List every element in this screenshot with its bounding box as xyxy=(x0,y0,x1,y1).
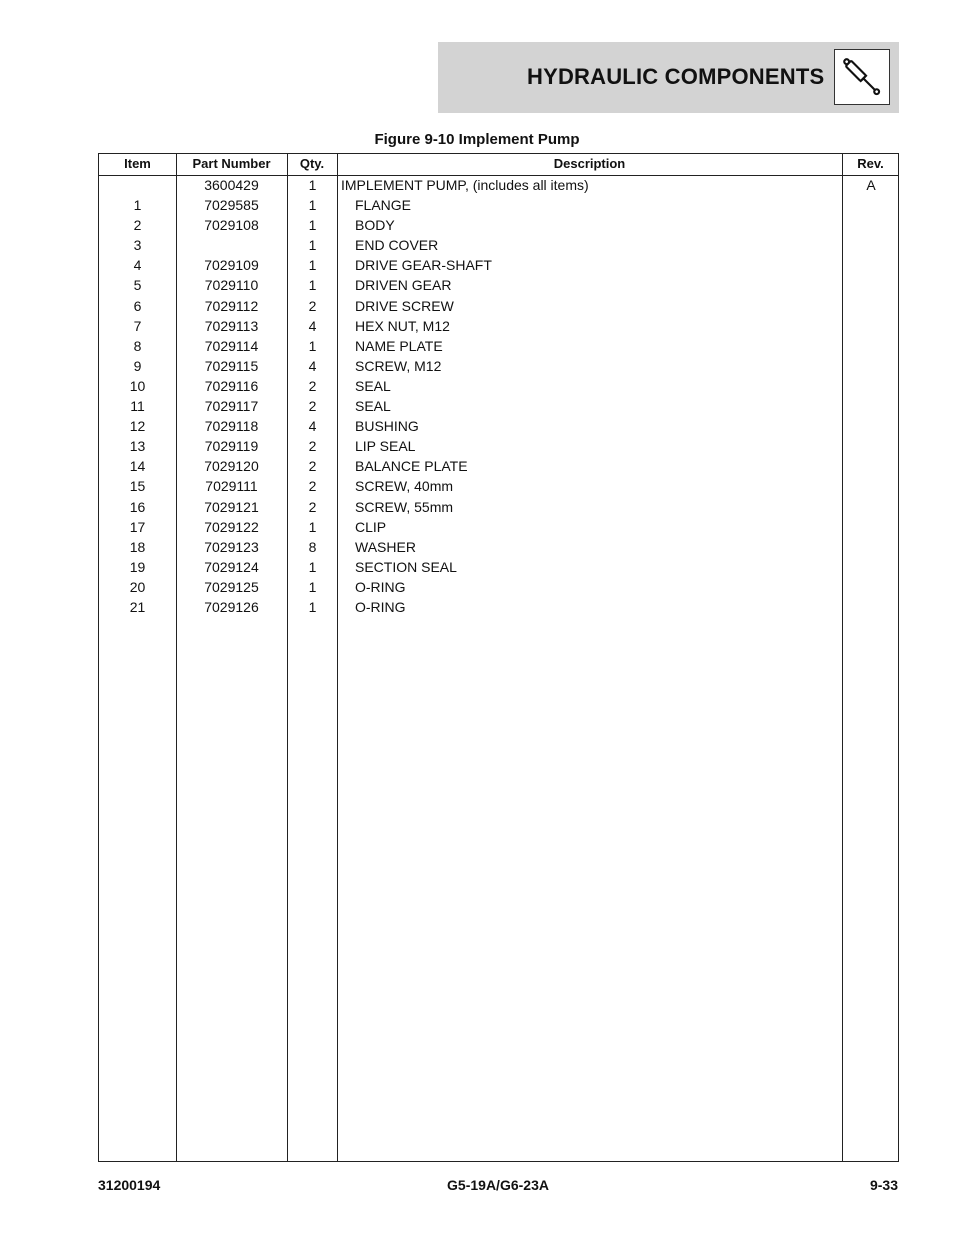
table-body xyxy=(99,176,898,618)
part-number-cell: 7029120 xyxy=(204,458,259,475)
part-number-cell: 7029112 xyxy=(204,297,259,314)
description-cell: NAME PLATE xyxy=(355,337,443,354)
document-number: 31200194 xyxy=(98,1177,161,1193)
page-number: 9-33 xyxy=(869,1177,898,1193)
description-cell: SCREW, 40mm xyxy=(355,478,454,495)
table-row xyxy=(99,276,898,296)
description-cell: BUSHING xyxy=(355,418,419,435)
table-row xyxy=(99,216,898,236)
qty-cell: 2 xyxy=(308,458,317,475)
item-cell: 11 xyxy=(130,398,145,415)
description-cell: SECTION SEAL xyxy=(355,558,457,575)
table-row xyxy=(99,357,898,377)
description-cell: FLANGE xyxy=(355,197,412,214)
qty-cell: 2 xyxy=(308,478,317,495)
item-cell: 20 xyxy=(129,578,146,595)
model-number: G5-19A/G6-23A xyxy=(447,1177,549,1193)
description-cell: SCREW, M12 xyxy=(355,357,442,374)
qty-cell: 1 xyxy=(308,217,317,234)
column-header-part-number: Part Number xyxy=(192,156,271,171)
part-number-cell: 7029117 xyxy=(204,398,259,415)
qty-cell: 8 xyxy=(308,538,317,555)
part-number-cell: 7029113 xyxy=(204,317,259,334)
qty-cell: 1 xyxy=(308,598,317,615)
description-cell: DRIVEN GEAR xyxy=(355,277,452,294)
table-row xyxy=(99,196,898,216)
description-cell: BODY xyxy=(355,217,395,234)
part-number-cell: 7029119 xyxy=(204,438,259,455)
item-cell: 14 xyxy=(129,458,146,475)
item-cell: 16 xyxy=(129,498,146,515)
item-cell: 13 xyxy=(129,438,146,455)
item-cell: 10 xyxy=(129,377,146,394)
table-row xyxy=(99,417,898,437)
table-row xyxy=(99,578,898,598)
table-row xyxy=(99,297,898,317)
item-cell: 21 xyxy=(129,598,146,615)
description-cell: WASHER xyxy=(355,538,416,555)
part-number-cell: 7029121 xyxy=(204,498,259,515)
item-cell: 6 xyxy=(133,297,142,314)
qty-cell: 1 xyxy=(308,177,317,193)
table-row xyxy=(99,236,898,256)
qty-cell: 1 xyxy=(308,558,317,575)
item-cell: 15 xyxy=(129,478,146,495)
part-number-cell: 7029585 xyxy=(204,197,259,214)
description-cell: O-RING xyxy=(355,578,406,595)
section-header-banner xyxy=(438,42,899,113)
qty-cell: 1 xyxy=(308,518,317,535)
description-cell: CLIP xyxy=(355,518,387,535)
description-cell: SCREW, 55mm xyxy=(355,498,454,515)
qty-cell: 1 xyxy=(308,197,317,214)
part-number-cell: 7029123 xyxy=(204,538,259,555)
item-cell: 3 xyxy=(133,237,142,254)
column-header-item: Item xyxy=(124,156,151,171)
parts-table xyxy=(98,153,899,1162)
part-number-cell: 7029109 xyxy=(204,257,259,274)
qty-cell: 2 xyxy=(308,377,317,394)
figure-title: Figure 9-10 Implement Pump xyxy=(374,131,580,148)
description-cell: DRIVE SCREW xyxy=(355,297,454,314)
item-cell: 5 xyxy=(133,277,142,294)
item-cell: 18 xyxy=(129,538,146,555)
description-cell: SEAL xyxy=(355,377,391,394)
section-title: HYDRAULIC COMPONENTS xyxy=(527,64,825,89)
item-cell: 7 xyxy=(133,317,142,334)
part-number-cell: 7029125 xyxy=(204,578,259,595)
item-cell: 4 xyxy=(133,257,142,274)
description-cell: END COVER xyxy=(355,237,439,254)
table-row xyxy=(99,397,898,417)
qty-cell: 4 xyxy=(308,357,317,374)
part-number-cell: 7029122 xyxy=(204,518,259,535)
item-cell: 12 xyxy=(129,418,146,435)
description-cell: DRIVE GEAR-SHAFT xyxy=(355,257,492,274)
qty-cell: 1 xyxy=(308,237,317,254)
table-row xyxy=(99,377,898,397)
item-cell: 8 xyxy=(133,337,142,354)
item-cell: 17 xyxy=(129,518,146,535)
description-cell: LIP SEAL xyxy=(355,438,416,455)
table-row xyxy=(99,317,898,337)
hydraulic-cylinder-icon xyxy=(834,49,890,105)
part-number-cell: 7029124 xyxy=(204,558,259,575)
item-cell: 1 xyxy=(133,197,142,214)
part-number-cell: 7029108 xyxy=(204,217,259,234)
qty-cell: 1 xyxy=(308,337,317,354)
item-cell: 2 xyxy=(133,217,142,234)
qty-cell: 2 xyxy=(308,398,317,415)
column-header-qty: Qty. xyxy=(299,156,325,171)
qty-cell: 4 xyxy=(308,317,317,334)
qty-cell: 1 xyxy=(308,257,317,274)
part-number-cell: 7029118 xyxy=(204,418,259,435)
description-cell: IMPLEMENT PUMP, (includes all items) xyxy=(341,177,589,193)
description-cell: BALANCE PLATE xyxy=(355,458,468,475)
table-row xyxy=(99,437,898,457)
qty-cell: 1 xyxy=(308,578,317,595)
qty-cell: 2 xyxy=(308,498,317,515)
description-cell: O-RING xyxy=(355,598,406,615)
table-row xyxy=(99,337,898,357)
part-number-cell: 7029114 xyxy=(204,337,259,354)
table-row xyxy=(99,176,898,196)
part-number-cell: 7029126 xyxy=(204,598,259,615)
qty-cell: 2 xyxy=(308,438,317,455)
part-number-cell: 7029111 xyxy=(205,478,258,495)
table-row xyxy=(99,518,898,538)
part-number-cell: 3600429 xyxy=(204,177,259,193)
table-row xyxy=(99,457,898,477)
table-row xyxy=(99,477,898,497)
table-row xyxy=(99,538,898,558)
description-cell: SEAL xyxy=(355,398,391,415)
rev-cell: A xyxy=(866,177,876,193)
part-number-cell: 7029115 xyxy=(204,357,259,374)
table-row xyxy=(99,558,898,578)
column-header-rev: Rev. xyxy=(857,156,884,171)
part-number-cell: 7029110 xyxy=(204,277,259,294)
part-number-cell: 7029116 xyxy=(204,377,259,394)
table-row xyxy=(99,498,898,518)
qty-cell: 2 xyxy=(308,297,317,314)
item-cell: 19 xyxy=(129,558,146,575)
qty-cell: 4 xyxy=(308,418,317,435)
qty-cell: 1 xyxy=(308,277,317,294)
column-header-description: Description xyxy=(553,156,626,171)
item-cell: 9 xyxy=(133,357,142,374)
table-row xyxy=(99,598,898,618)
table-row xyxy=(99,256,898,276)
description-cell: HEX NUT, M12 xyxy=(355,317,450,334)
